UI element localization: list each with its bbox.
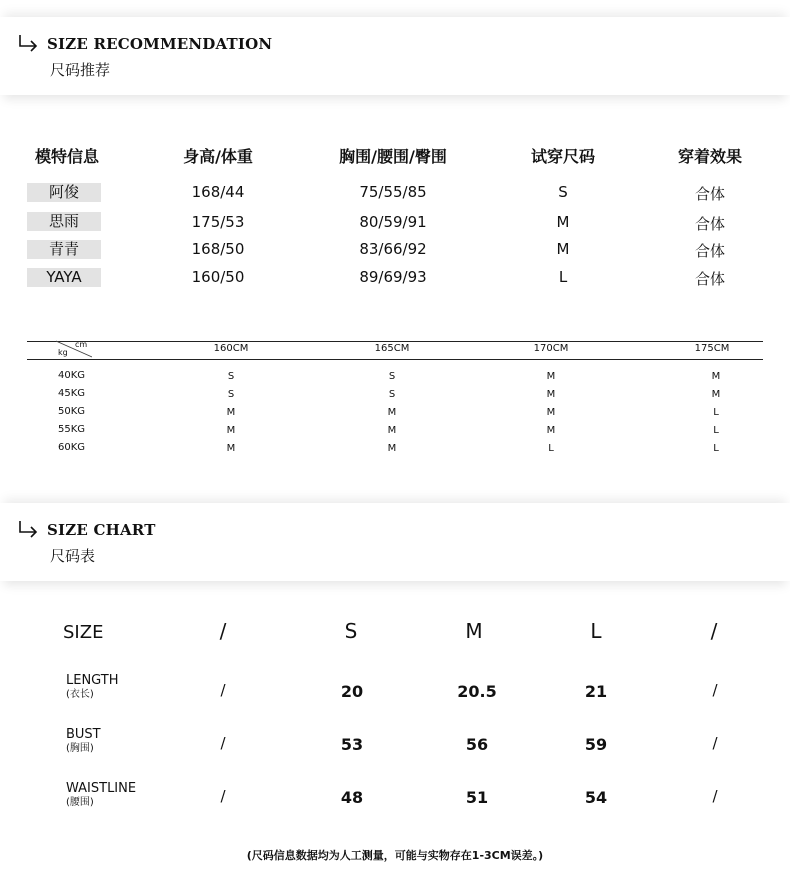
grid-weight-label: 55KG xyxy=(58,424,86,435)
grid-size-cell: M xyxy=(711,389,721,400)
grid-height-header: 170CM xyxy=(533,343,569,354)
grid-size-cell: S xyxy=(227,389,235,400)
model-height-weight: 160/50 xyxy=(191,268,245,286)
size-chart-cell: 21 xyxy=(584,682,608,701)
row-label-en: BUST xyxy=(66,727,101,742)
section-title-en: SIZE CHART xyxy=(47,521,156,539)
size-chart-header-col: S xyxy=(344,619,358,643)
row-label-cn: (腰围) xyxy=(66,797,94,808)
row-label-en: WAISTLINE xyxy=(66,781,137,796)
row-label-cn: (胸围) xyxy=(66,743,94,754)
size-chart-cell: 54 xyxy=(584,788,608,807)
corner-label-cm: cm xyxy=(75,340,88,349)
measurement-note: (尺码信息数据均为人工测量，可能与实物存在1-3CM误差。) xyxy=(246,849,544,862)
model-effect: 合体 xyxy=(694,215,725,233)
size-chart-row-label xyxy=(66,728,101,756)
grid-size-cell: M xyxy=(546,407,556,418)
grid-weight-label: 45KG xyxy=(58,388,86,399)
grid-size-cell: M xyxy=(226,443,236,454)
grid-size-cell: M xyxy=(226,407,236,418)
size-chart-cell: / xyxy=(712,787,718,805)
model-size: S xyxy=(558,183,568,201)
size-chart-cell: 56 xyxy=(465,735,489,754)
grid-weight-label: 60KG xyxy=(58,442,86,453)
section-title-cn: 尺码表 xyxy=(50,547,96,565)
model-name: 思雨 xyxy=(27,212,101,231)
model-effect: 合体 xyxy=(694,242,725,260)
grid-weight-label: 40KG xyxy=(58,370,86,381)
size-chart-cell: 59 xyxy=(584,735,608,754)
row-label-en: LENGTH xyxy=(66,673,119,688)
model-size: M xyxy=(556,213,570,231)
section-title-en: SIZE RECOMMENDATION xyxy=(47,35,273,53)
grid-size-cell: M xyxy=(226,425,236,436)
turn-arrow-icon xyxy=(17,520,39,540)
size-chart-cell: / xyxy=(712,681,718,699)
size-chart-cell: 53 xyxy=(340,735,364,754)
model-measurements: 80/59/91 xyxy=(359,213,427,231)
column-header: 身高/体重 xyxy=(183,147,253,166)
divider xyxy=(27,341,763,342)
size-chart-cell: / xyxy=(220,681,226,699)
size-chart-cell: 51 xyxy=(465,788,489,807)
size-chart-header-col: / xyxy=(219,619,227,643)
size-chart-cell: 20 xyxy=(340,682,364,701)
size-chart-header-col: M xyxy=(465,619,483,643)
grid-height-header: 160CM xyxy=(213,343,249,354)
model-name: 青青 xyxy=(27,240,101,259)
grid-size-cell: M xyxy=(546,389,556,400)
size-chart-cell: 20.5 xyxy=(457,682,497,701)
divider xyxy=(27,359,763,360)
size-chart-cell: / xyxy=(220,787,226,805)
model-height-weight: 175/53 xyxy=(191,213,245,231)
row-label-cn: (衣长) xyxy=(66,689,94,700)
model-size: M xyxy=(556,240,570,258)
grid-size-cell: M xyxy=(711,371,721,382)
grid-size-cell: L xyxy=(713,407,719,418)
model-effect: 合体 xyxy=(694,270,725,288)
size-chart-header-col: L xyxy=(590,619,602,643)
grid-height-header: 175CM xyxy=(694,343,730,354)
model-measurements: 83/66/92 xyxy=(359,240,427,258)
size-chart-header-col: / xyxy=(710,619,718,643)
grid-height-header: 165CM xyxy=(374,343,410,354)
column-header: 模特信息 xyxy=(34,147,99,166)
column-header: 穿着效果 xyxy=(677,147,742,166)
section-header-chart xyxy=(0,503,790,581)
column-header: 胸围/腰围/臀围 xyxy=(339,147,447,166)
model-measurements: 89/69/93 xyxy=(359,268,427,286)
grid-size-cell: S xyxy=(388,389,396,400)
model-size: L xyxy=(558,268,568,286)
grid-weight-label: 50KG xyxy=(58,406,86,417)
grid-size-cell: M xyxy=(546,371,556,382)
grid-size-cell: M xyxy=(387,443,397,454)
column-header: 试穿尺码 xyxy=(530,147,595,166)
size-chart-cell: / xyxy=(220,734,226,752)
grid-size-cell: M xyxy=(387,425,397,436)
model-measurements: 75/55/85 xyxy=(359,183,427,201)
model-name: 阿俊 xyxy=(27,183,101,202)
size-chart-row-label xyxy=(66,674,119,702)
grid-size-cell: L xyxy=(548,443,554,454)
size-chart-cell: 48 xyxy=(340,788,364,807)
grid-size-cell: L xyxy=(713,443,719,454)
model-name: YAYA xyxy=(27,268,101,287)
grid-size-cell: M xyxy=(546,425,556,436)
model-height-weight: 168/44 xyxy=(191,183,245,201)
size-chart-header-label: SIZE xyxy=(63,622,104,643)
size-chart-row-label xyxy=(66,782,136,810)
model-effect: 合体 xyxy=(694,185,725,203)
corner-label-kg: kg xyxy=(58,348,68,357)
grid-size-cell: L xyxy=(713,425,719,436)
grid-size-cell: M xyxy=(387,407,397,418)
model-height-weight: 168/50 xyxy=(191,240,245,258)
section-title-cn: 尺码推荐 xyxy=(50,61,111,79)
section-header-recommendation xyxy=(0,17,790,95)
size-chart-cell: / xyxy=(712,734,718,752)
grid-size-cell: S xyxy=(227,371,235,382)
turn-arrow-icon xyxy=(17,34,39,54)
grid-size-cell: S xyxy=(388,371,396,382)
